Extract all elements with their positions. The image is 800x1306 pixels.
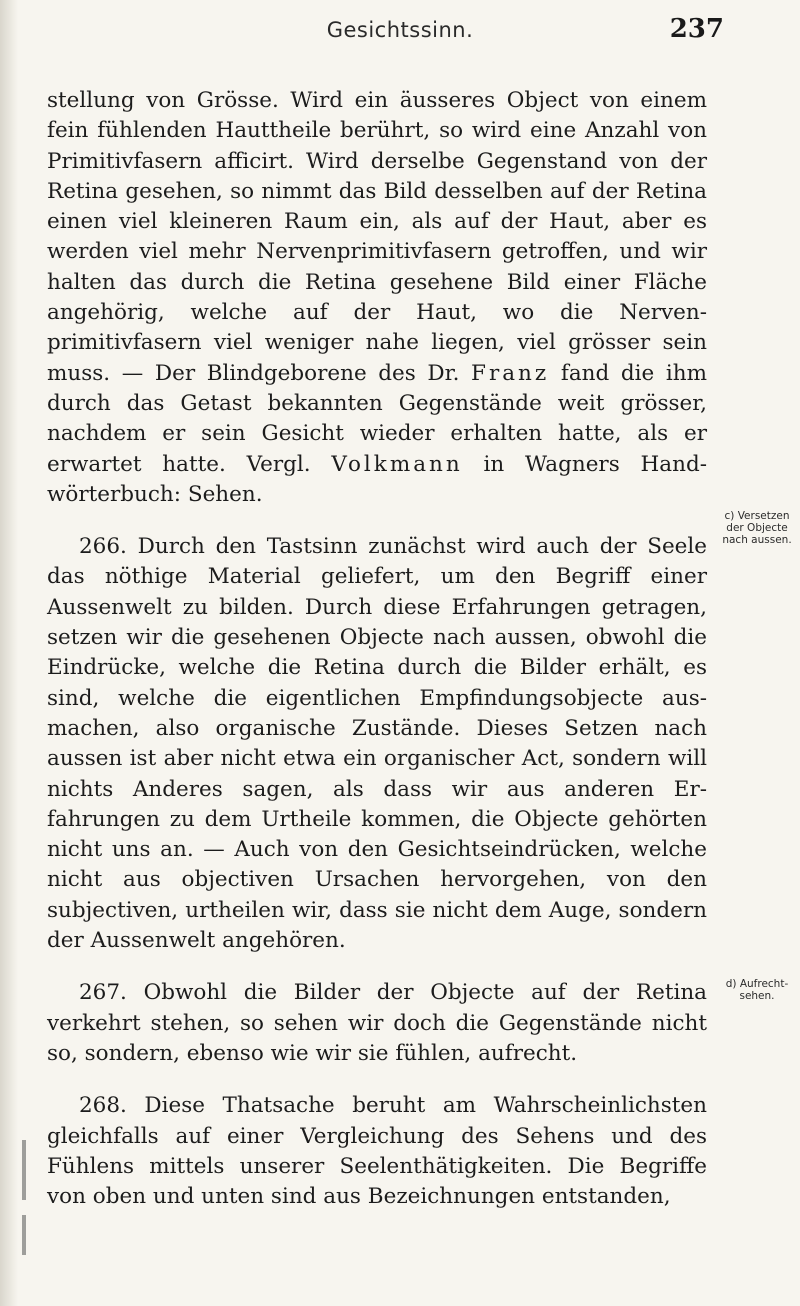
paragraph-text: Diese Thatsache beruht am Wahrscheinlichsten gleichfalls auf einer Vergleichung des Sehens und des Fühlens mittels unserer Seelenthätigkeiten. Die Begriffe von oben und unten sind aus Bezeichnungen entstanden, bbox=[47, 1093, 707, 1210]
author-name: Volkmann bbox=[331, 451, 463, 477]
margin-note-d: d) Aufrecht-sehen. bbox=[725, 978, 789, 1002]
running-title: Gesichtssinn. bbox=[326, 18, 474, 42]
paragraph-text: Durch den Tastsinn zunächst wird auch der Seele das nöthige Material geliefert, um den Begriff einer Aussenwelt zu bilden. Durch diese Erfahrungen getragen, setzen wir die gesehenen Objecte nach aussen, obwohl die Eindrücke, welche die Retina durch die Bilder erhält, es sind, welche die eigentlichen Empfindungsobjecte aus-machen, also organische Zustände. Dieses Setzen nach aussen ist aber nicht etwa ein organischer Act, sondern will nichts Anderes sagen, als dass wir aus anderen Er-fahrungen zu dem Urtheile kommen, die Objecte gehörten nicht uns an. — Auch von den Gesichtseindrücken, welche nicht aus objectiven Ursachen hervorgehen, von den subjectiven, urtheilen wir, dass sie nicht dem Auge, sondern der Aussenwelt angehören. bbox=[47, 534, 707, 954]
page-header bbox=[0, 14, 800, 54]
paragraph-number: 266. bbox=[79, 534, 127, 560]
author-name: Franz bbox=[471, 360, 550, 386]
paragraph-266 bbox=[47, 532, 707, 956]
paragraph-number: 268. bbox=[79, 1093, 127, 1119]
page-number: 237 bbox=[669, 14, 724, 44]
paragraph-text: stellung von Grösse. Wird ein äusseres Object von einem fein fühlenden Hauttheile berührt, so wird eine Anzahl von Primitivfasern afficirt. Wird derselbe Gegenstand von der Retina gesehen, so nimmt das Bild desselben auf der Retina einen viel kleineren Raum ein, als auf der Haut, aber es werden viel mehr Nervenprimitivfasern getroffen, und wir halten das durch die Retina gesehene Bild einer Fläche angehörig, welche auf der Haut, wo die Nerven-primitivfasern viel weniger nahe liegen, viel grösser sein muss. — Der Blindgeborene des Dr. bbox=[47, 88, 707, 386]
paragraph-text: in Wagners Hand-wörterbuch: Sehen. bbox=[47, 451, 707, 507]
binding-mark bbox=[22, 1140, 26, 1200]
binding-mark bbox=[22, 1215, 26, 1255]
page-edge-shadow bbox=[0, 0, 18, 1306]
paragraph-text: Obwohl die Bilder der Objecte auf der Retina verkehrt stehen, so sehen wir doch die Gegenstände nicht so, sondern, ebenso wie wir sie fühlen, aufrecht. bbox=[47, 980, 707, 1066]
paragraph-number: 267. bbox=[79, 980, 127, 1006]
paragraph-268 bbox=[47, 1091, 707, 1212]
paragraph-text: fand die ihm durch das Getast bekannten Gegenstände weit grösser, nachdem er sein Gesicht wieder erhalten hatte, als er erwartet hatte. Vergl. bbox=[47, 360, 707, 477]
paragraph-267 bbox=[47, 978, 707, 1069]
text-column bbox=[47, 86, 707, 1234]
paragraph-continuation bbox=[47, 86, 707, 510]
margin-note-c: c) Versetzen der Objecte nach aussen. bbox=[722, 510, 792, 546]
